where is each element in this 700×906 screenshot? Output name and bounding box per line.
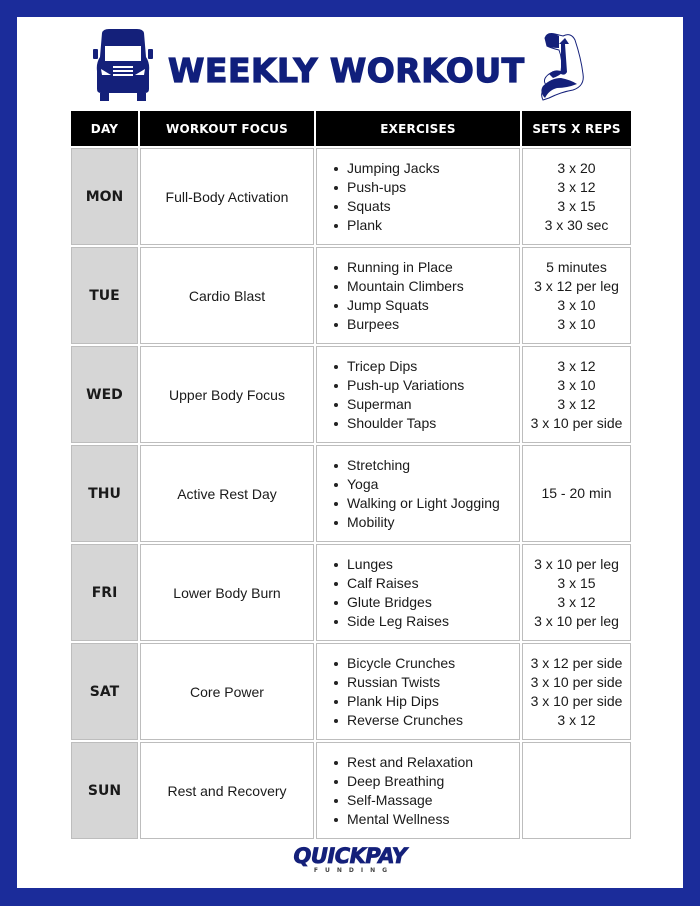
sets-cell — [522, 346, 631, 443]
exercise-item: Deep Breathing — [331, 772, 519, 791]
sets-value: 3 x 12 — [557, 357, 596, 374]
exercise-item: Yoga — [331, 475, 519, 494]
column-header-focus: WORKOUT FOCUS — [140, 111, 314, 146]
page-title: WEEKLY WORKOUT — [168, 51, 525, 90]
exercise-item: Mountain Climbers — [331, 277, 519, 296]
focus-cell: Lower Body Burn — [140, 544, 314, 641]
exercise-item: Mental Wellness — [331, 810, 519, 829]
sets-value: 3 x 12 — [557, 178, 596, 195]
sets-value: 3 x 12 per side — [530, 654, 623, 671]
exercise-item: Stretching — [331, 456, 519, 475]
page-frame — [17, 17, 683, 888]
exercise-item: Push-up Variations — [331, 376, 519, 395]
exercise-item: Jump Squats — [331, 296, 519, 315]
sets-value: 15 - 20 min — [541, 485, 612, 501]
day-cell: SAT — [71, 643, 138, 740]
exercises-cell — [316, 346, 520, 443]
sets-value: 3 x 12 — [557, 593, 596, 610]
exercises-cell — [316, 742, 520, 839]
sets-value: 3 x 12 — [557, 711, 596, 728]
sets-value: 3 x 12 per leg — [534, 277, 619, 294]
sets-cell — [522, 247, 631, 344]
exercise-item: Lunges — [331, 555, 519, 574]
table-header-row — [71, 111, 631, 146]
exercise-item: Plank — [331, 216, 519, 235]
exercises-cell — [316, 445, 520, 542]
truck-icon — [93, 29, 153, 103]
sets-value: 3 x 15 — [557, 197, 596, 214]
sets-value: 3 x 10 per side — [530, 692, 623, 709]
sets-cell-empty — [522, 742, 631, 839]
focus-cell: Cardio Blast — [140, 247, 314, 344]
sets-value: 3 x 10 per leg — [534, 555, 619, 572]
exercise-item: Rest and Relaxation — [331, 753, 519, 772]
focus-cell: Active Rest Day — [140, 445, 314, 542]
table-row-thu — [71, 445, 631, 542]
sets-value: 3 x 10 — [557, 296, 596, 313]
header — [17, 17, 683, 110]
day-cell: WED — [71, 346, 138, 443]
sets-value: 3 x 12 — [557, 395, 596, 412]
column-header-exercises: EXERCISES — [316, 111, 520, 146]
sets-cell — [522, 544, 631, 641]
table-row-fri — [71, 544, 631, 641]
exercise-item: Mobility — [331, 513, 519, 532]
day-cell: TUE — [71, 247, 138, 344]
sets-value: 5 minutes — [546, 258, 607, 275]
table-row-sun — [71, 742, 631, 839]
exercise-item: Side Leg Raises — [331, 612, 519, 631]
exercise-item: Bicycle Crunches — [331, 654, 519, 673]
focus-cell: Rest and Recovery — [140, 742, 314, 839]
exercise-item: Plank Hip Dips — [331, 692, 519, 711]
logo-wordmark: QUICKPAY — [293, 844, 407, 868]
table-row-sat — [71, 643, 631, 740]
exercise-item: Walking or Light Jogging — [331, 494, 519, 513]
exercise-item: Self-Massage — [331, 791, 519, 810]
sets-cell — [522, 148, 631, 245]
focus-cell: Full-Body Activation — [140, 148, 314, 245]
exercise-item: Jumping Jacks — [331, 159, 519, 178]
exercises-cell — [316, 247, 520, 344]
exercise-item: Burpees — [331, 315, 519, 334]
column-header-sets: SETS X REPS — [522, 111, 631, 146]
sets-value: 3 x 10 per side — [530, 414, 623, 431]
sets-cell — [522, 445, 631, 542]
exercise-item: Reverse Crunches — [331, 711, 519, 730]
exercises-cell — [316, 544, 520, 641]
day-cell: FRI — [71, 544, 138, 641]
exercise-item: Glute Bridges — [331, 593, 519, 612]
focus-cell: Core Power — [140, 643, 314, 740]
day-cell: SUN — [71, 742, 138, 839]
exercises-cell — [316, 148, 520, 245]
exercises-cell — [316, 643, 520, 740]
sets-value: 3 x 15 — [557, 574, 596, 591]
exercise-item: Shoulder Taps — [331, 414, 519, 433]
logo-subtitle: FUNDING — [313, 867, 395, 874]
workout-table — [69, 109, 633, 841]
quickpay-logo — [17, 845, 683, 875]
sets-cell — [522, 643, 631, 740]
sets-value: 3 x 20 — [557, 159, 596, 176]
sets-value: 3 x 30 sec — [544, 216, 609, 233]
flexed-arm-icon — [537, 30, 593, 102]
focus-cell: Upper Body Focus — [140, 346, 314, 443]
table-row-tue — [71, 247, 631, 344]
column-header-day: DAY — [71, 111, 138, 146]
day-cell: THU — [71, 445, 138, 542]
sets-value: 3 x 10 per side — [530, 673, 623, 690]
exercise-item: Running in Place — [331, 258, 519, 277]
exercise-item: Tricep Dips — [331, 357, 519, 376]
table-row-mon — [71, 148, 631, 245]
exercise-item: Superman — [331, 395, 519, 414]
exercise-item: Squats — [331, 197, 519, 216]
day-cell: MON — [71, 148, 138, 245]
exercise-item: Calf Raises — [331, 574, 519, 593]
sets-value: 3 x 10 — [557, 376, 596, 393]
sets-value: 3 x 10 per leg — [534, 612, 619, 629]
sets-value: 3 x 10 — [557, 315, 596, 332]
table-row-wed — [71, 346, 631, 443]
exercise-item: Russian Twists — [331, 673, 519, 692]
exercise-item: Push-ups — [331, 178, 519, 197]
